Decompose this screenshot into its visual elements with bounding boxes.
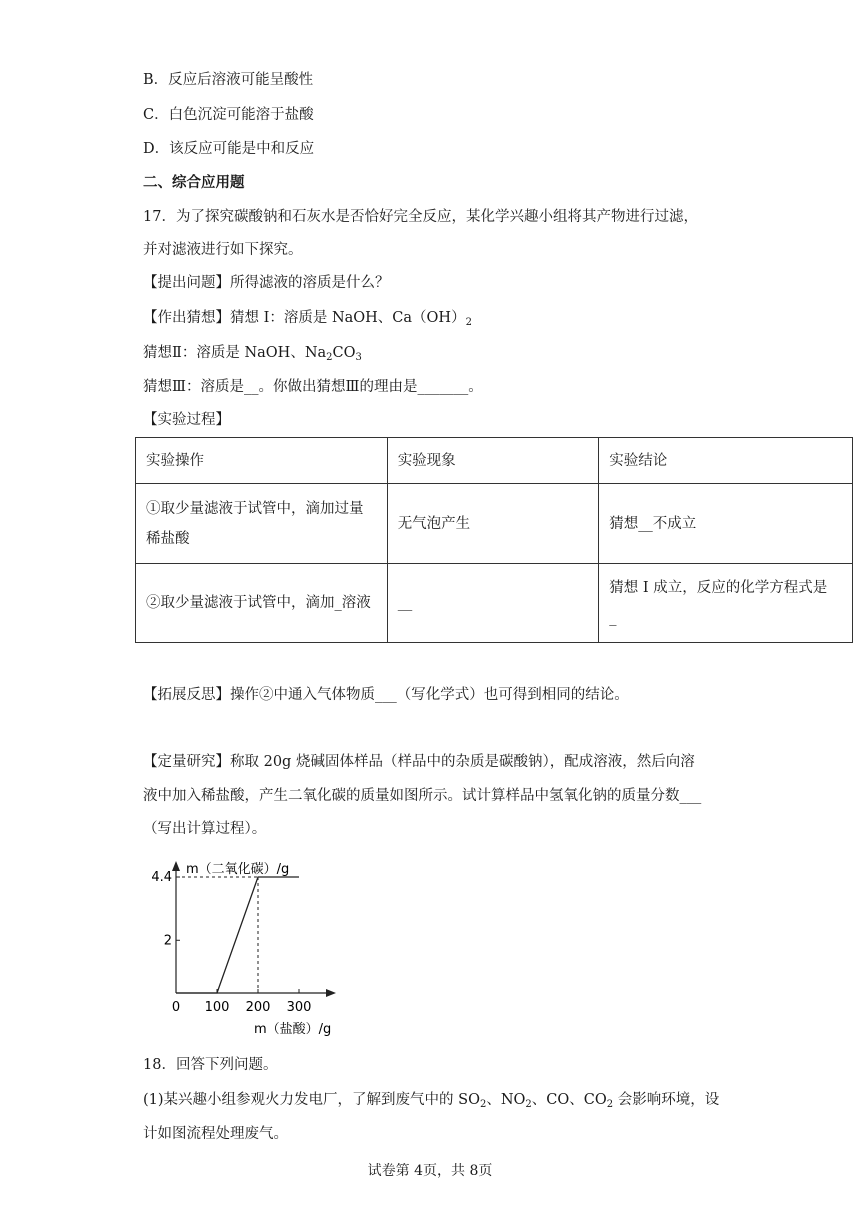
row2-conclusion xyxy=(599,564,853,643)
series-line xyxy=(176,877,299,993)
row1-phenomenon: 无气泡产生 xyxy=(387,484,599,564)
row2-phenomenon: __ xyxy=(387,564,599,643)
option-b: B．反应后溶液可能呈酸性 xyxy=(143,72,314,88)
guess-2-text: 猜想Ⅱ：溶质是 NaOH、Na xyxy=(143,345,327,361)
row1-operation xyxy=(136,484,388,564)
q18-sub-2: 2 xyxy=(525,1099,532,1110)
header-operation: 实验操作 xyxy=(136,438,388,484)
header-conclusion: 实验结论 xyxy=(599,438,853,484)
q17-question: 【提出问题】所得滤液的溶质是什么？ xyxy=(143,275,390,291)
co2-chart xyxy=(150,853,360,1043)
page-footer: 试卷第 4页，共 8页 xyxy=(367,1163,493,1179)
q17-quant-2: 液中加入稀盐酸，产生二氧化碳的质量如图所示。试计算样品中氢氧化钠的质量分数___ xyxy=(143,788,702,804)
guess-2-suffix: CO xyxy=(332,345,356,361)
row2-conclusion-line1: 猜想 I 成立，反应的化学方程式是 xyxy=(609,580,828,596)
q17-process-title: 【实验过程】 xyxy=(143,412,230,428)
table-header-row xyxy=(136,438,853,484)
x-tick-label: 200 xyxy=(245,1000,271,1015)
experiment-table xyxy=(135,437,853,643)
x-tick-label: 0 xyxy=(171,1000,181,1015)
y-axis-arrow xyxy=(172,861,180,871)
option-d: D．该反应可能是中和反应 xyxy=(143,141,315,157)
section-title: 二、综合应用题 xyxy=(143,174,245,191)
table-row xyxy=(136,484,853,564)
guess-2-sub-2: 3 xyxy=(355,352,362,363)
row1-operation-line1: ①取少量滤液于试管中，滴加过量 xyxy=(146,500,364,517)
q17-guess-3: 猜想Ⅲ：溶质是__。你做出猜想Ⅲ的理由是_______。 xyxy=(143,379,483,395)
row1-operation-line2: 稀盐酸 xyxy=(146,530,190,547)
q18-sub-3: 2 xyxy=(606,1099,614,1110)
q17-quant-3: （写出计算过程）。 xyxy=(143,821,267,837)
row2-conclusion-line2: _ xyxy=(609,610,617,626)
option-c: C．白色沉淀可能溶于盐酸 xyxy=(143,107,314,123)
q17-reflection: 【拓展反思】操作②中通入气体物质___（写化学式）也可得到相同的结论。 xyxy=(143,687,629,703)
q17-guess-2 xyxy=(143,343,362,368)
q17-intro-2: 并对滤液进行如下探究。 xyxy=(143,242,303,258)
q18-title: 18．回答下列问题。 xyxy=(143,1057,278,1073)
q18-p1-c: 、CO、CO xyxy=(531,1092,607,1108)
q18-p1-b: 、NO xyxy=(486,1092,526,1108)
x-axis-label: m（盐酸）/g xyxy=(254,1022,332,1037)
q18-p1 xyxy=(143,1090,719,1115)
q18-p1-d: 会影响环境，设 xyxy=(613,1092,720,1108)
row1-conclusion: 猜想__不成立 xyxy=(599,484,853,564)
y-tick-label: 2 xyxy=(163,933,172,949)
x-axis-arrow xyxy=(326,989,336,997)
guess-2-sub: 2 xyxy=(326,352,333,363)
guess-1-text: 【作出猜想】猜想 I：溶质是 NaOH、Ca（OH） xyxy=(143,310,466,326)
header-phenomenon: 实验现象 xyxy=(387,438,599,484)
guess-1-sub: 2 xyxy=(465,317,472,328)
y-axis-label: m（二氧化碳）/g xyxy=(186,862,290,877)
x-tick-label: 100 xyxy=(204,1000,230,1015)
y-tick-label: 4.4 xyxy=(151,870,172,886)
x-tick-label: 300 xyxy=(286,1000,312,1015)
q18-sub-1: 2 xyxy=(479,1099,487,1110)
q17-guess-1 xyxy=(143,308,472,333)
q18-p2: 计如图流程处理废气。 xyxy=(143,1126,288,1142)
q18-p1-a: (1)某兴趣小组参观火力发电厂，了解到废气中的 SO xyxy=(143,1092,480,1108)
row2-operation: ②取少量滤液于试管中，滴加_溶液 xyxy=(136,564,388,643)
q17-quant-1: 【定量研究】称取 20g 烧碱固体样品（样品中的杂质是碳酸钠），配成溶液，然后向溶 xyxy=(143,754,695,770)
table-row xyxy=(136,564,853,643)
q17-intro-1: 17．为了探究碳酸钠和石灰水是否恰好完全反应，某化学兴趣小组将其产物进行过滤， xyxy=(143,209,698,225)
